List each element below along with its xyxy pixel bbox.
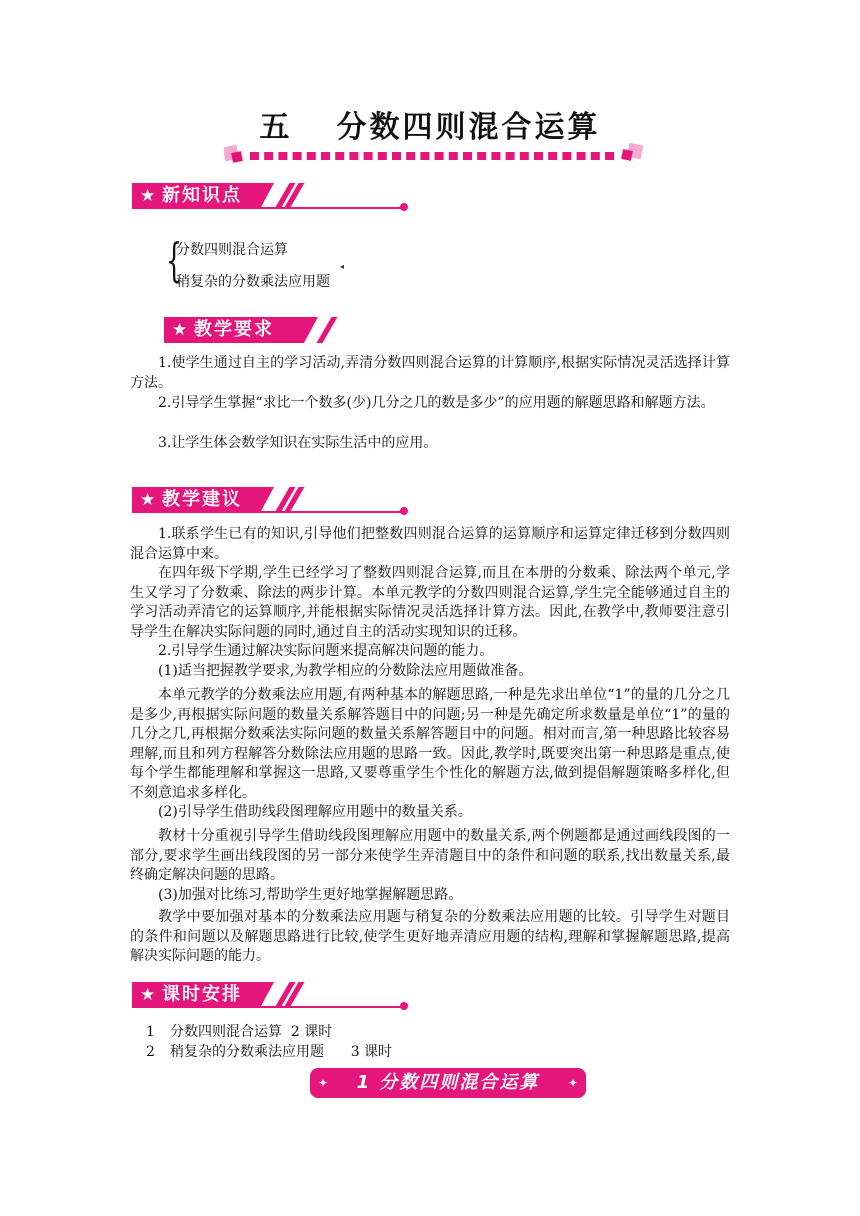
knowledge-item: 稍复杂的分数乘法应用题	[176, 274, 330, 290]
section-title: 教学建议	[162, 489, 242, 510]
dash-mark	[293, 152, 302, 160]
section-title: 教学要求	[194, 319, 274, 340]
dash-mark	[250, 152, 259, 160]
dash-mark	[335, 152, 344, 160]
dash-mark	[307, 152, 316, 160]
dash-mark	[278, 152, 287, 160]
chapter-name: 分数四则混合运算	[336, 110, 601, 145]
star-icon: ★	[172, 320, 188, 340]
chapter-number: 五	[259, 110, 293, 145]
lesson-banner	[310, 1068, 586, 1098]
suggestion-paragraph: (3)加强对比练习,帮助学生更好地掌握解题思路。	[158, 887, 463, 903]
dash-mark	[435, 152, 444, 160]
dash-mark	[406, 152, 415, 160]
schedule-hours: 3 课时	[350, 1044, 393, 1060]
section-header-new-knowledge	[132, 183, 412, 213]
dash-mark	[591, 152, 600, 160]
suggestion-paragraph: 教学中要加强对基本的分数乘法应用题与稍复杂的分数乘法应用题的比较。引导学生对题目的条件和问题以及解题思路进行比较,使学生更好地弄清应用题的结构,理解和掌握解题思路,提高解决实际问题的能力。	[130, 909, 730, 964]
dash-mark	[562, 152, 571, 160]
dash-mark	[520, 152, 529, 160]
schedule-item	[146, 1021, 332, 1041]
dash-mark	[392, 152, 401, 160]
section-header-requirements	[164, 317, 344, 347]
schedule-name: 稍复杂的分数乘法应用题	[170, 1044, 324, 1060]
section-title: 新知识点	[162, 185, 242, 206]
suggestion-paragraph: 1.联系学生已有的知识,引导他们把整数四则混合运算的运算顺序和运算定律迁移到分数四则混合运算中来。	[130, 526, 730, 562]
schedule-number: 2	[146, 1044, 155, 1060]
suggestion-paragraph: 教材十分重视引导学生借助线段图理解应用题中的数量关系,两个例题都是通过画线段图的一部分,要求学生画出线段图的另一部分来使学生弄清题目中的条件和问题的联系,找出数量关系,最终确定解决问题的思路。	[130, 828, 730, 883]
star-icon: ★	[140, 490, 156, 510]
requirement-paragraph: 2.引导学生掌握“求比一个数多(少)几分之几的数是多少”的应用题的解题思路和解题方法。	[158, 395, 715, 411]
dash-mark	[420, 152, 429, 160]
suggestion-paragraph: 本单元教学的分数乘法应用题,有两种基本的解题思路,一种是先求出单位“1”的量的几分之几是多少,再根据实际问题的数量关系解答题目中的问题;另一种是先确定所求数量是单位“1”的量的几分之几,再根据分数乘法实际问题的数量关系解答题目中的问题。相对而言,第一种思路比较容易理解,而且和列方程解答分数除法应用题的思路一致。因此,教学时,既要突出第一种思路是重点,使每个学生都能理解和掌握这一思路,又要尊重学生个性化的解题方法,做到提倡解题策略多样化,但不刻意追求多样化。	[130, 687, 730, 801]
star-icon: ★	[140, 985, 156, 1005]
dash-mark	[264, 152, 273, 160]
requirement-paragraph: 3.让学生体会数学知识在实际生活中的应用。	[158, 435, 438, 451]
lesson-title: 1 分数四则混合运算	[356, 1072, 540, 1093]
suggestion-paragraph: (1)适当把握教学要求,为教学相应的分数除法应用题做准备。	[158, 663, 533, 679]
dash-mark	[605, 152, 614, 160]
sparkle-icon: ✦	[318, 1076, 329, 1090]
dash-mark	[378, 152, 387, 160]
suggestion-paragraph: 2.引导学生通过解决实际问题来提高解决问题的能力。	[158, 643, 494, 659]
arrow-mark-icon: ◂	[340, 262, 345, 271]
sparkle-icon: ✦	[567, 1076, 578, 1090]
dash-mark	[349, 152, 358, 160]
dash-mark	[534, 152, 543, 160]
section-header-schedule	[132, 982, 412, 1012]
dash-mark	[506, 152, 515, 160]
schedule-item	[146, 1041, 392, 1061]
suggestion-paragraph: 在四年级下学期,学生已经学习了整数四则混合运算,而且在本册的分数乘、除法两个单元,学生又学习了分数乘、除法的两步计算。本单元教学的分数四则混合运算,学生完全能够通过自主的学习活动弄清它的运算顺序,并能根据实际情况灵活选择计算方法。因此,在教学中,教师要注意引导学生在解决实际问题的同时,通过自主的活动实现知识的迁移。	[130, 565, 730, 640]
requirement-paragraph: 1.使学生通过自主的学习活动,弄清分数四则混合运算的计算顺序,根据实际情况灵活选择计算方法。	[130, 355, 730, 391]
section-header-suggestions	[132, 487, 412, 517]
title-decoration	[224, 140, 644, 170]
dash-mark	[577, 152, 586, 160]
schedule-hours: 2 课时	[290, 1024, 333, 1040]
dash-mark	[491, 152, 500, 160]
section-title: 课时安排	[162, 984, 242, 1005]
dash-mark	[463, 152, 472, 160]
dash-mark	[321, 152, 330, 160]
suggestion-paragraph: (2)引导学生借助线段图理解应用题中的数量关系。	[158, 804, 472, 820]
dash-mark	[477, 152, 486, 160]
schedule-name: 分数四则混合运算	[170, 1024, 282, 1040]
dash-mark	[449, 152, 458, 160]
dash-mark	[364, 152, 373, 160]
dash-mark	[548, 152, 557, 160]
star-icon: ★	[140, 186, 156, 206]
knowledge-item: 分数四则混合运算	[176, 242, 288, 258]
brace-icon: {	[166, 233, 183, 287]
schedule-number: 1	[146, 1024, 155, 1040]
